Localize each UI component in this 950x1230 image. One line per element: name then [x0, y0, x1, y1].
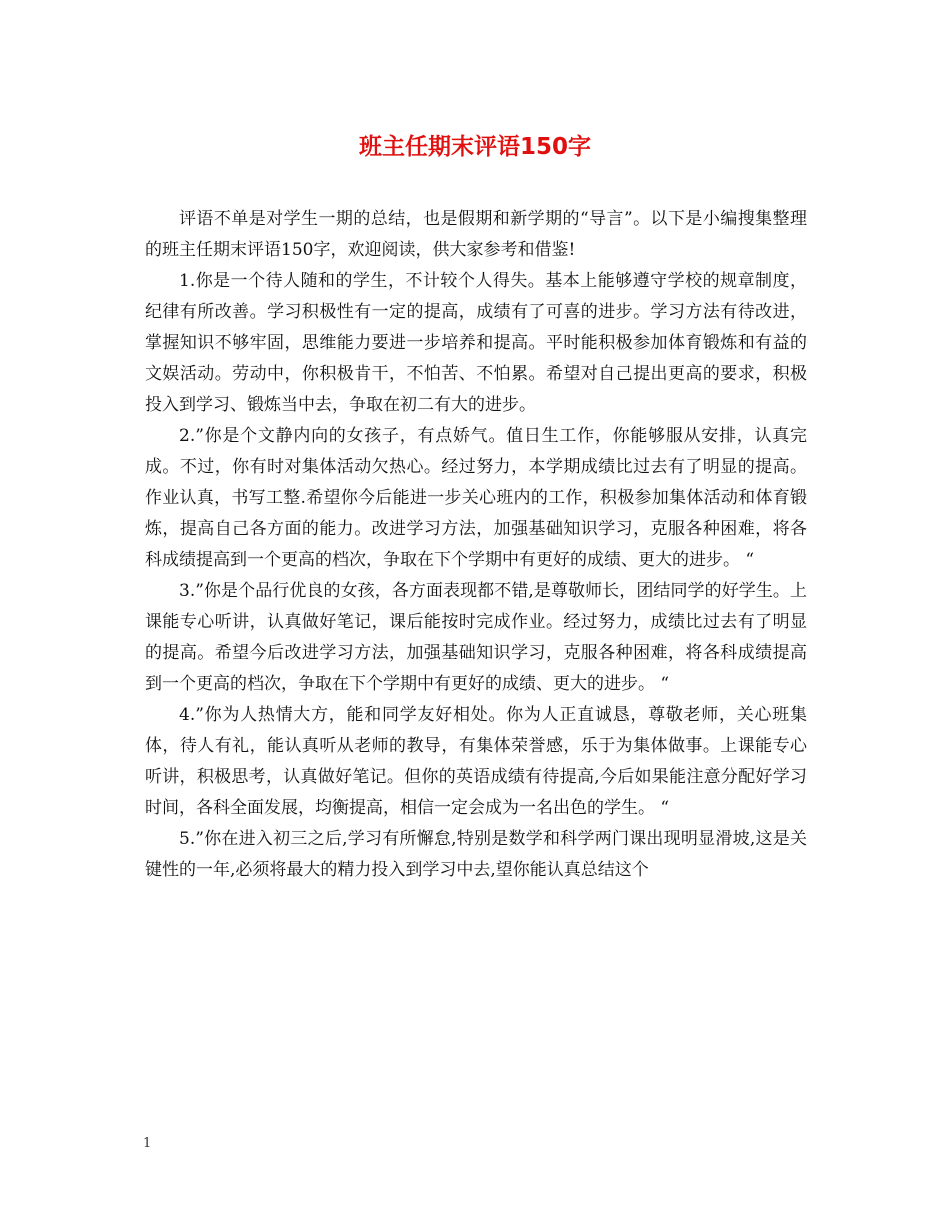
comment-paragraph-5: 5.”你在进入初三之后,学习有所懈怠,特别是数学和科学两门课出现明显滑坡,这是关键性的一年,必须将最大的精力投入到学习中去,望你能认真总结这个 [145, 829, 807, 880]
document-title: 班主任期末评语150字 [358, 134, 591, 160]
intro-paragraph: 评语不单是对学生一期的总结，也是假期和新学期的“导言”。以下是小编搜集整理的班主任期末评语150字，欢迎阅读，供大家参考和借鉴! [145, 209, 807, 260]
comment-paragraph-1: 1.你是一个待人随和的学生，不计较个人得失。基本上能够遵守学校的规章制度，纪律有所改善。学习积极性有一定的提高，成绩有了可喜的进步。学习方法有待改进，掌握知识不够牢固，思维能力要进一步培养和提高。平时能积极参加体育锻炼和有益的文娱活动。劳动中，你积极肯干，不怕苦、不怕累。希望对自己提出更高的要求，积极投入到学习、锻炼当中去，争取在初二有大的进步。 [145, 271, 807, 415]
document-body [145, 204, 807, 886]
comment-paragraph-2: 2.”你是个文静内向的女孩子，有点娇气。值日生工作，你能够服从安排，认真完成。不过，你有时对集体活动欠热心。经过努力，本学期成绩比过去有了明显的提高。作业认真，书写工整.希望你今后能进一步关心班内的工作，积极参加集体活动和体育锻炼，提高自己各方面的能力。改进学习方法，加强基础知识学习，克服各种困难，将各科成绩提高到一个更高的档次，争取在下个学期中有更好的成绩、更大的进步。 “ [145, 426, 807, 570]
page-number: 1 [143, 1136, 152, 1151]
comment-paragraph-3: 3.”你是个品行优良的女孩，各方面表现都不错,是尊敬师长，团结同学的好学生。上课能专心听讲，认真做好笔记，课后能按时完成作业。经过努力，成绩比过去有了明显的提高。希望今后改进学习方法，加强基础知识学习，克服各种困难，将各科成绩提高到一个更高的档次，争取在下个学期中有更好的成绩、更大的进步。 “ [145, 581, 807, 694]
comment-paragraph-4: 4.”你为人热情大方，能和同学友好相处。你为人正直诚恳，尊敬老师，关心班集体，待人有礼，能认真听从老师的教导，有集体荣誉感，乐于为集体做事。上课能专心听讲，积极思考，认真做好笔记。但你的英语成绩有待提高,今后如果能注意分配好学习时间，各科全面发展，均衡提高，相信一定会成为一名出色的学生。 “ [145, 705, 807, 818]
